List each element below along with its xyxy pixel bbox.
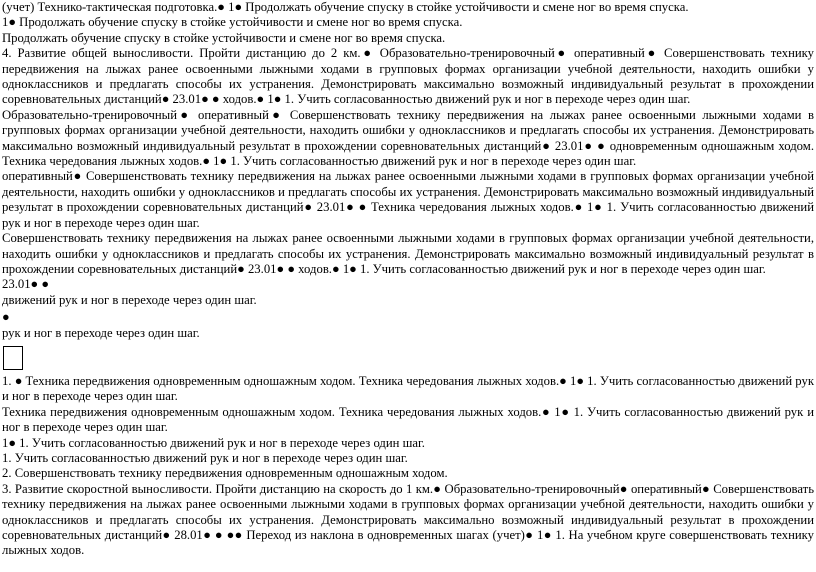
paragraph-9: движений рук и ног в переходе через один шаг. bbox=[2, 292, 257, 307]
bullet-paragraph: ● bbox=[2, 310, 10, 325]
paragraph-5: Образовательно-тренировочный● оперативный● Совершенствовать технику передвижения на лыжах ранее освоенными лыжными ходами в групповых формах организации учебной деятельности, находить ошибки у одноклассников и предлагать способы их устранения. Демонстрировать максимально возможный индивидуальный результат в прохождении соревновательных дистанций● 23.01● ● одновременным одношажным ходом. Техника чередования лыжных ходов.● 1● 1. Учить согласованностью движений рук и ног в переходе через один шаг. bbox=[2, 107, 814, 169]
paragraph-2: 1● Продолжать обучение спуску в стойке устойчивости и смене ног во время спуска. bbox=[2, 15, 463, 30]
paragraph-15: 1. Учить согласованностью движений рук и ног в переходе через один шаг. bbox=[2, 450, 408, 465]
paragraph-1: (учет) Технико-тактическая подготовка.● 1● Продолжать обучение спуску в стойке устойчивости и смене ног во время спуска. bbox=[2, 0, 689, 14]
paragraph-11: рук и ног в переходе через один шаг. bbox=[2, 325, 200, 340]
paragraph-14: 1● 1. Учить согласованностью движений рук и ног в переходе через один шаг. bbox=[2, 435, 425, 450]
paragraph-6: оперативный● Совершенствовать технику передвижения на лыжах ранее освоенными лыжными ходами в групповых формах организации учебной деятельности, находить ошибки у одноклассников и предлагать способы их устранения. Демонстрировать максимально возможный индивидуальный результат в прохождении соревновательных дистанций● 23.01● ● Техника чередования лыжных ходов.● 1● 1. Учить согласованностью движений рук и ног в переходе через один шаг. bbox=[2, 169, 814, 230]
paragraph-16: 2. Совершенствовать технику передвижения одновременным одношажным ходом. bbox=[2, 466, 448, 481]
paragraph-13: Техника передвижения одновременным одношажным ходом. Техника чередования лыжных ходов.● 1● 1. Учить согласованностью движений рук и ног в переходе через один шаг. bbox=[2, 404, 814, 435]
empty-checkbox-frame bbox=[3, 346, 23, 370]
paragraph-4: 4. Развитие общей выносливости. Пройти дистанцию до 2 км.● Образовательно-тренировочный● оперативный● Совершенствовать технику передвижения на лыжах ранее освоенными лыжными ходами в групповых формах организации учебной деятельности, находить ошибки у одноклассников и предлагать способы их устранения. Демонстрировать максимально возможный индивидуальный результат в прохождении соревновательных дистанций● 23.01● ● ходов.● 1● 1. Учить согласованностью движений рук и ног в переходе через один шаг. bbox=[2, 46, 814, 107]
paragraph-8: 23.01● ● bbox=[2, 277, 50, 292]
paragraph-17: 3. Развитие скоростной выносливости. Пройти дистанцию на скорость до 1 км.● Образовательно-тренировочный● оперативный● Совершенствовать технику передвижения на лыжах ранее освоенными лыжными ходами в групповых формах организации учебной деятельности, находить ошибки у одноклассников и предлагать способы их устранения. Демонстрировать максимально возможный индивидуальный результат в прохождении соревновательных дистанций● 28.01● ● ●● Переход из наклона в одновременных шагах (учет)● 1● 1. На учебном круге совершенствовать технику лыжных ходов. bbox=[2, 481, 814, 558]
paragraph-7: Совершенствовать технику передвижения на лыжах ранее освоенными лыжными ходами в групповых формах организации учебной деятельности, находить ошибки у одноклассников и предлагать способы их устранения. Демонстрировать максимально возможный индивидуальный результат в прохождении соревновательных дистанций● 23.01● ● ходов.● 1● 1. Учить согласованностью движений рук и ног в переходе через один шаг. bbox=[2, 231, 814, 276]
paragraph-12: 1. ● Техника передвижения одновременным одношажным ходом. Техника чередования лыжных ходов.● 1● 1. Учить согласованностью движений рук и ног в переходе через один шаг. bbox=[2, 373, 814, 404]
paragraph-3: Продолжать обучение спуску в стойке устойчивости и смене ног во время спуска. bbox=[2, 30, 446, 45]
